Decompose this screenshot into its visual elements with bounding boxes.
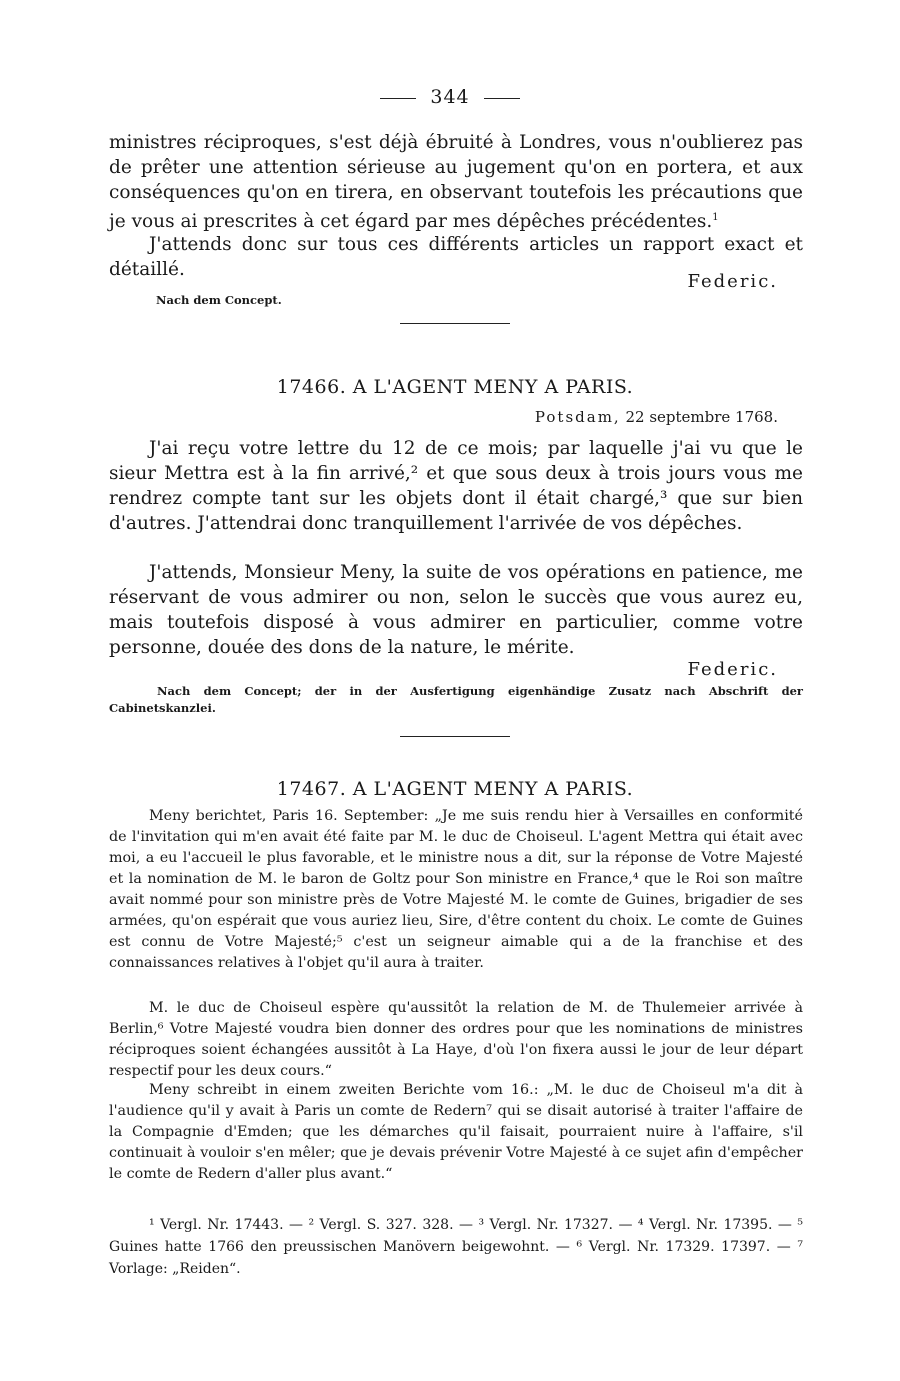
source-note-1: Nach dem Concept.	[156, 293, 282, 307]
letter-17467-paragraph-3: Meny schreibt in einem zweiten Berichte vom 16.: „M. le duc de Choiseul m'a dit à l'audience qu'il y avait à Paris un comte de Redern⁷ qui se disait autorisé à traiter l'affaire de la Compagnie d'Emden; que les démarches qu'il faisait, pourraient nuire à l'affaire, s'il continuait à vouloir s'en mêler; que je devais prévenir Votre Majesté à ce sujet afin d'empêcher le comte de Redern d'aller plus avant.“	[109, 1082, 803, 1182]
letter-17466-place: Potsdam,	[534, 408, 621, 426]
page-number-text: 344	[430, 86, 470, 108]
continuation-paragraph	[109, 130, 803, 234]
footnotes: ¹ Vergl. Nr. 17443. — ² Vergl. S. 327. 328. — ³ Vergl. Nr. 17327. — ⁴ Vergl. Nr. 17395. — ⁵ Guines hatte 1766 den preussischen Manövern beigewohnt. — ⁶ Vergl. Nr. 17329. 17397. — ⁷ Vorlage: „Reiden“.	[109, 1217, 803, 1277]
section-divider-1	[400, 323, 510, 324]
letter-17466-dateline	[0, 408, 778, 426]
letter-17467-paragraph-2: M. le duc de Choiseul espère qu'aussitôt la relation de M. de Thulemeier arrivée à Berlin,⁶ Votre Majesté voudra bien donner des ordres pour que les nominations de ministres réciproques soient échangées aussitôt à La Haye, d'où l'on fixera aussi le jour de leur départ respectif pour les deux cours.“	[109, 1000, 803, 1079]
section-divider-2	[400, 736, 510, 737]
letter-17466-heading: 17466. A L'AGENT MENY A PARIS.	[276, 376, 634, 398]
letter-17466-source-note: Nach dem Concept; der in der Ausfertigung eigenhändige Zusatz nach Abschrift der Cabinetskanzlei.	[109, 684, 803, 715]
continuation-text: ministres réciproques, s'est déjà ébruité à Londres, vous n'oublierez pas de prêter une attention sérieuse au jugement qu'on en portera, et aux conséquences qu'on en tirera, en observant toutefois les précautions que je vous ai prescrites à cet égard par mes dépêches précédentes.	[109, 132, 803, 233]
continuation-paragraph-2: J'attends donc sur tous ces différents articles un rapport exact et détaillé.	[109, 234, 803, 280]
page-number-dash-right	[484, 98, 520, 99]
letter-17466-signature: Federic.	[687, 659, 778, 680]
letter-17467-heading: 17467. A L'AGENT MENY A PARIS.	[276, 778, 634, 800]
page-number	[0, 86, 900, 108]
letter-17467-paragraph-1: Meny berichtet, Paris 16. September: „Je me suis rendu hier à Versailles en conformité de l'invitation qui m'en avait été faite par M. le duc de Choiseul. L'agent Mettra qui était avec moi, a eu l'accueil le plus favorable, et le ministre nous a dit, sur la réponse de Votre Majesté et la nomination de M. le baron de Goltz pour Son ministre en France,⁴ que le Roi son maître avait nommé pour son ministre près de Votre Majesté M. le comte de Guines, brigadier de ses armées, qu'on espérait que vous auriez lieu, Sire, d'être content du choix. Le comte de Guines est connu de Votre Majesté;⁵ c'est un seigneur aimable qui a de la franchise et des connaissances relatives à l'objet qu'il aura à traiter.	[109, 808, 803, 971]
footnote-ref-1: 1	[712, 212, 719, 223]
page-number-dash-left	[380, 98, 416, 99]
signature-1: Federic.	[687, 271, 778, 292]
letter-17466-date: 22 septembre 1768.	[625, 408, 778, 426]
letter-17466-paragraph-1: J'ai reçu votre lettre du 12 de ce mois; par laquelle j'ai vu que le sieur Mettra est à la fin arrivé,² et que sous deux à trois jours vous me rendrez compte tant sur les objets dont il était chargé,³ que sur bien d'autres. J'attendrai donc tranquillement l'arrivée de vos dépêches.	[109, 438, 803, 534]
letter-17466-paragraph-2: J'attends, Monsieur Meny, la suite de vos opérations en patience, me réservant de vous admirer ou non, selon le succès que vous aurez eu, mais toutefois disposé à vous admirer en particulier, comme votre personne, douée des dons de la nature, le mérite.	[109, 562, 803, 658]
